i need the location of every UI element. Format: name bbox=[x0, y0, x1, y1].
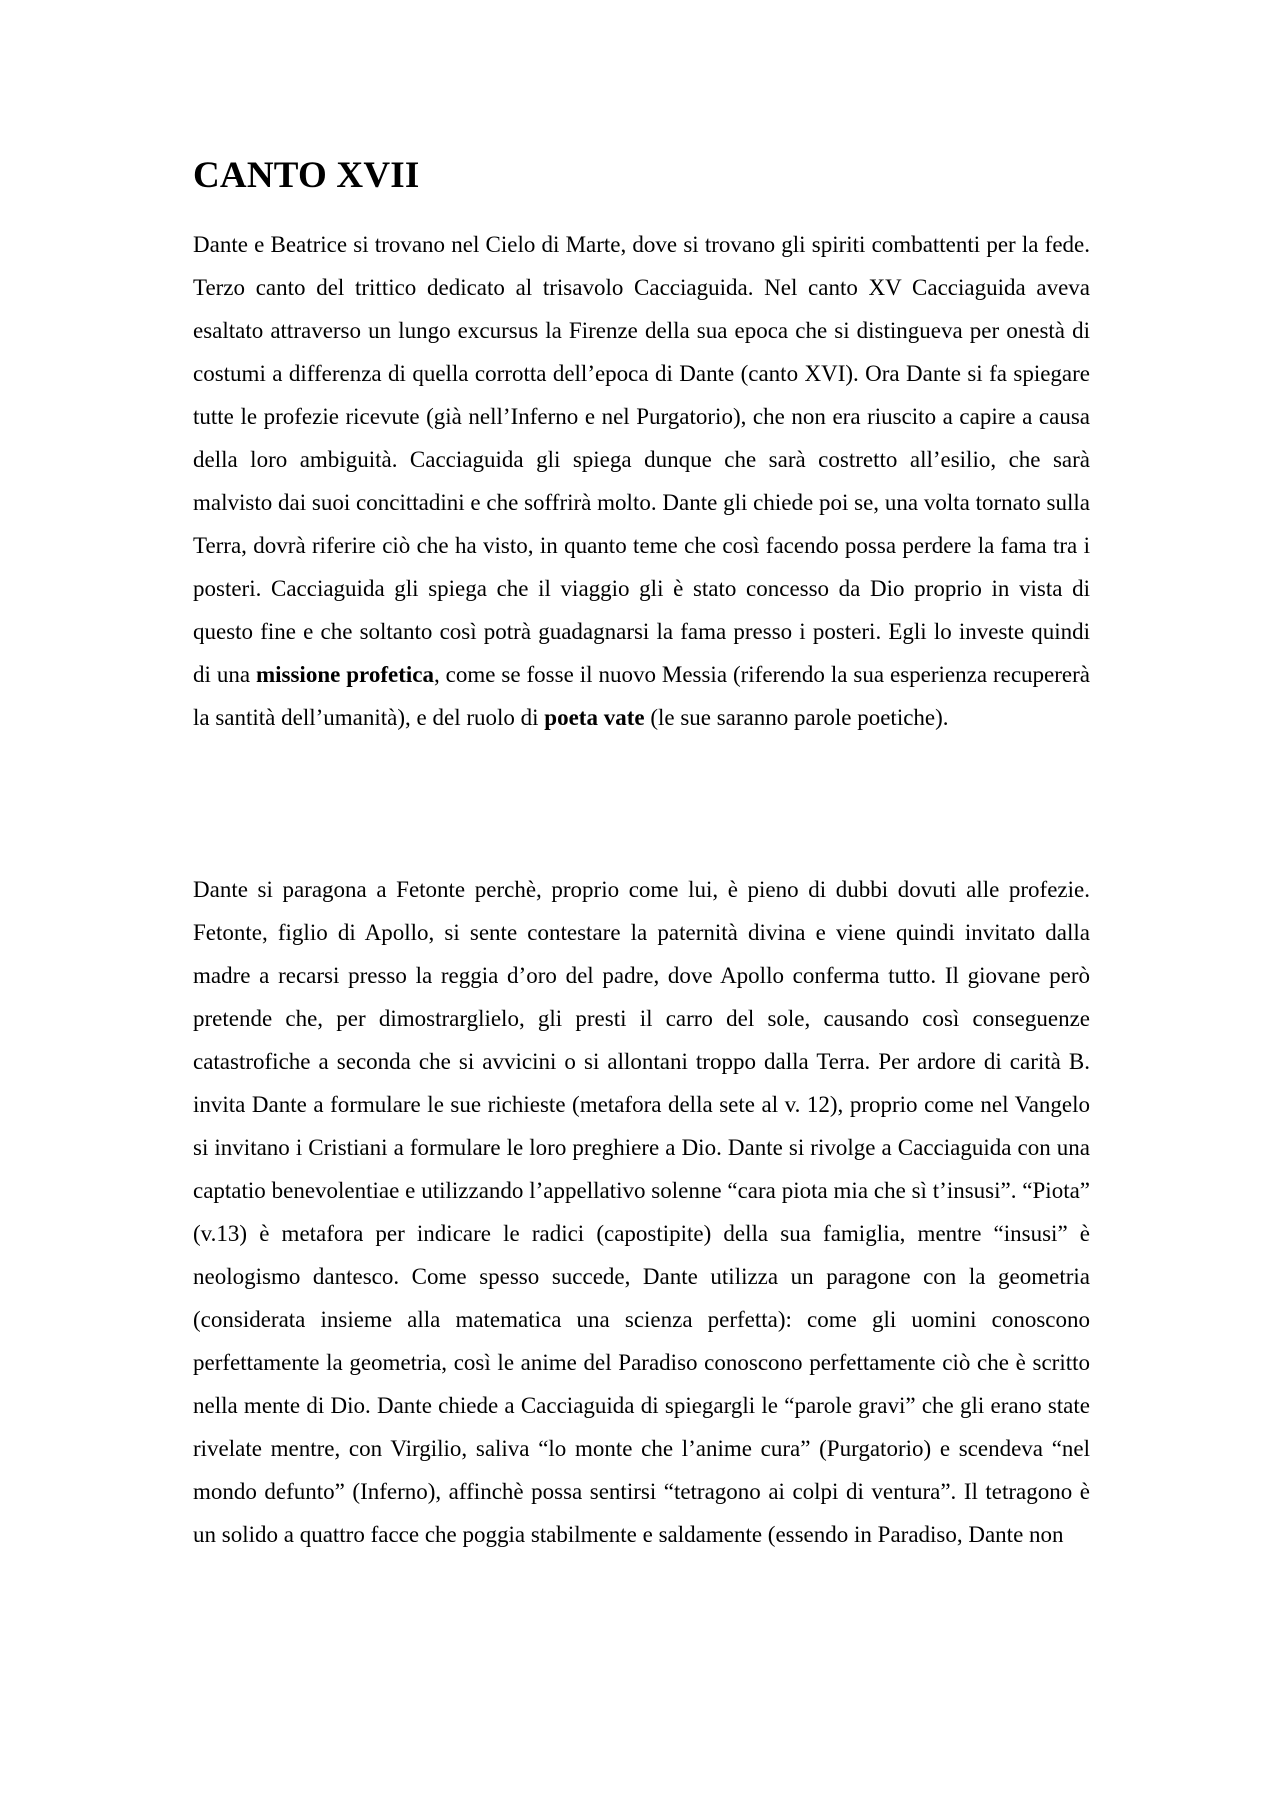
paragraph-1-text-c: (le sue saranno parole poetiche). bbox=[644, 705, 949, 730]
bold-missione-profetica: missione profetica bbox=[255, 662, 434, 687]
page-title: CANTO XVII bbox=[193, 155, 420, 196]
paragraph-2: Dante si paragona a Fetonte perchè, proprio come lui, è pieno di dubbi dovuti alle profezie. Fetonte, figlio di Apollo, si sente contestare la paternità divina e viene quindi invitato dalla madre a recarsi presso la reggia d’oro del padre, dove Apollo conferma tutto. Il giovane però pretende che, per dimostrarglielo, gli presti il carro del sole, causando così conseguenze catastrofiche a seconda che si avvicini o si allontani troppo dalla Terra. Per ardore di carità B. invita Dante a formulare le sue richieste (metafora della sete al v. 12), proprio come nel Vangelo si invitano i Cristiani a formulare le loro preghiere a Dio. Dante si rivolge a Cacciaguida con una captatio benevolentiae e utilizzando l’appellativo solenne “cara piota mia che sì t’insusi”. “Piota” (v.13) è metafora per indicare le radici (capostipite) della sua famiglia, mentre “insusi” è neologismo dantesco. Come spesso succede, Dante utilizza un paragone con la geometria (considerata insieme alla matematica una scienza perfetta): come gli uomini conoscono perfettamente la geometria, così le anime del Paradiso conoscono perfettamente ciò che è scritto nella mente di Dio. Dante chiede a Cacciaguida di spiegargli le “parole gravi” che gli erano state rivelate mentre, con Virgilio, saliva “lo monte che l’anime cura” (Purgatorio) e scendeva “nel mondo defunto” (Inferno), affinchè possa sentirsi “tetragono ai colpi di ventura”. Il tetragono è un solido a quattro facce che poggia stabilmente e saldamente (essendo in Paradiso, Dante non bbox=[193, 877, 1090, 1547]
paragraph-1-text-b: , come se fosse il nuovo Messia (riferendo la sua esperienza recupererà la santità dell’umanità), e del ruolo di bbox=[193, 662, 1090, 730]
bold-poeta-vate: poeta vate bbox=[544, 705, 645, 730]
paragraph-1 bbox=[193, 223, 1090, 739]
paragraph-1-text-a: Dante e Beatrice si trovano nel Cielo di Marte, dove si trovano gli spiriti combattenti per la fede. Terzo canto del trittico dedicato al trisavolo Cacciaguida. Nel canto XV Cacciaguida aveva esaltato attraverso un lungo excursus la Firenze della sua epoca che si distingueva per onestà di costumi a differenza di quella corrotta dell’epoca di Dante (canto XVI). Ora Dante si fa spiegare tutte le profezie ricevute (già nell’Inferno e nel Purgatorio), che non era riuscito a capire a causa della loro ambiguità. Cacciaguida gli spiega dunque che sarà costretto all’esilio, che sarà malvisto dai suoi concittadini e che soffrirà molto. Dante gli chiede poi se, una volta tornato sulla Terra, dovrà riferire ciò che ha visto, in quanto teme che così facendo possa perdere la fama tra i posteri. Cacciaguida gli spiega che il viaggio gli è stato concesso da Dio proprio in vista di questo fine e che soltanto così potrà guadagnarsi la fama presso i posteri. Egli lo investe quindi di una bbox=[193, 232, 1090, 687]
